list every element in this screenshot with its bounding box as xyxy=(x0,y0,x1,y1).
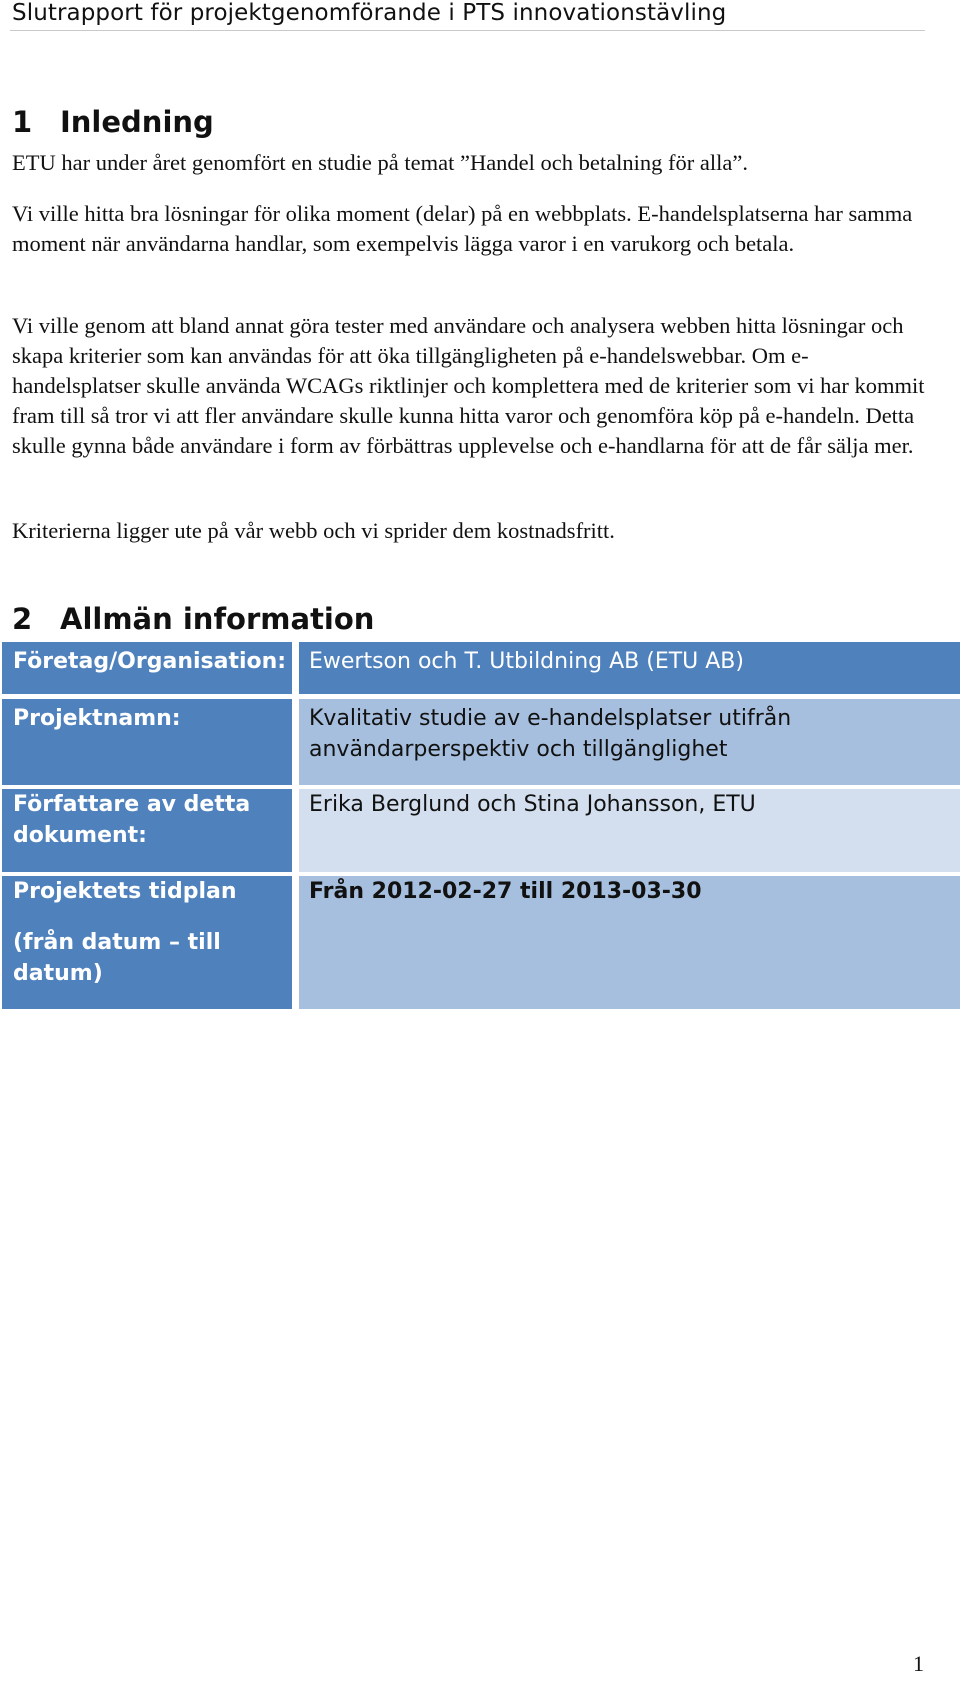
section-1-heading xyxy=(12,105,214,139)
section-2-heading xyxy=(12,602,374,636)
section-1-title: Inledning xyxy=(60,105,214,139)
timeline-label-cell xyxy=(2,876,292,1009)
section-2-number: 2 xyxy=(12,602,33,636)
authors-label: Författare av detta dokument: xyxy=(2,789,292,872)
paragraph-4: Kriterierna ligger ute på vår webb och vi sprider dem kostnadsfritt. xyxy=(12,518,615,543)
authors-value: Erika Berglund och Stina Johansson, ETU xyxy=(299,789,960,872)
header-divider xyxy=(10,30,925,31)
project-name-value: Kvalitativ studie av e-handelsplatser utifrån användarperspektiv och tillgänglighet xyxy=(299,699,960,785)
table-row-timeline xyxy=(2,876,960,1009)
page-number: 1 xyxy=(913,1651,924,1676)
timeline-label: Projektets tidplan xyxy=(13,879,237,904)
paragraph-3: Vi ville genom att bland annat göra tester med användare och analysera webben hitta lösningar och skapa kriterier som kan användas för att öka tillgängligheten på e-handelswebbar. Om e-handelsplatser skulle använda WCAGs riktlinjer och komplettera med de kriterier som vi har kommit fram till så tror vi att fler användare skulle kunna hitta varor och genomföra köp på e-handeln. Detta skulle gynna både användare i form av förbättras upplevelse och e-handlarna för att de får sälja mer. xyxy=(12,313,925,458)
organisation-label: Företag/Organisation: xyxy=(2,642,292,694)
paragraph-2: Vi ville hitta bra lösningar för olika moment (delar) på en webbplats. E-handelsplatserna har samma moment när användarna handlar, som exempelvis lägga varor i en varukorg och betala. xyxy=(12,201,913,256)
section-2-title: Allmän information xyxy=(60,602,375,636)
paragraph-1: ETU har under året genomfört en studie på temat ”Handel och betalning för alla”. xyxy=(12,150,748,175)
organisation-value: Ewertson och T. Utbildning AB (ETU AB) xyxy=(299,642,960,694)
running-header: Slutrapport för projektgenomförande i PTS innovationstävling xyxy=(12,0,727,26)
table-row-authors xyxy=(2,789,960,872)
project-name-label: Projektnamn: xyxy=(2,699,292,785)
timeline-value: Från 2012-02-27 till 2013-03-30 xyxy=(299,876,960,1009)
table-row-project-name xyxy=(2,699,960,785)
table-row-organisation xyxy=(2,642,960,694)
timeline-label-sub: (från datum – till datum) xyxy=(13,930,221,986)
section-1-number: 1 xyxy=(12,105,33,139)
